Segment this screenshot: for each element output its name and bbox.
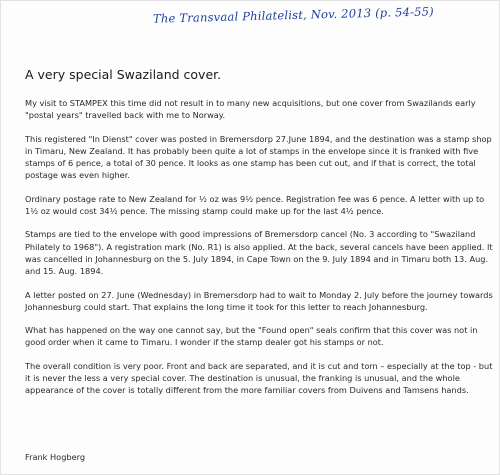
author-signature: Frank Hogberg (25, 452, 86, 462)
paragraph-6: What has happened on the way one cannot say, but the "Found open" seals confirm that this cover was not in good order when it came to Timaru. I wonder if the stamp dealer got his stamps or not. (25, 325, 478, 348)
paragraph-5: A letter posted on 27. June (Wednesday) in Bremersdorp had to wait to Monday 2. July before the journey towards Johannesburg could start. That explains the long time it took for this letter to reach Johannesburg. (25, 289, 493, 312)
article-body (25, 97, 493, 408)
handwritten-source-note: The Transvaal Philatelist, Nov. 2013 (p. 54-55) (152, 4, 435, 26)
paragraph-4: Stamps are tied to the envelope with good impressions of Bremersdorp cancel (No. 3 according to "Swaziland Philately to 1968"). A registration mark (No. R1) is also applied. At the back, several cancels have been applied. It was cancelled in Johannesburg on the 5. July 1894, in Cape Town on the 9. July 1894 and in Timaru both 13. Aug. and 15. Aug. 1894. (25, 229, 493, 277)
paragraph-2: This registered "In Dienst" cover was posted in Bremersdorp 27.June 1894, and the destination was a stamp shop in Timaru, New Zealand. It has probably been quite a lot of stamps in the envelope since it is franked with five stamps of 6 pence, a total of 30 pence. It looks as one stamp has been cut out, and if that is correct, the total postage was even higher. (25, 133, 492, 181)
paragraph-3: Ordinary postage rate to New Zealand for ½ oz was 9½ pence. Registration fee was 6 pence. A letter with up to 1½ oz would cost 34½ pence. The missing stamp could make up for the last 4½ pence. (25, 193, 485, 217)
paragraph-7: The overall condition is very poor. Front and back are separated, and it is cut and torn – especially at the top - but it is never the less a very special cover. The destination is unusual, the franking is unusual, and the whole appearance of the cover is totally different from the more familiar covers from Duivens and Tamsens hands. (25, 360, 493, 396)
paragraph-1: My visit to STAMPEX this time did not result in to many new acquisitions, but one cover from Swazilands early "postal years" travelled back with me to Norway. (25, 98, 476, 121)
article-title: A very special Swaziland cover. (25, 67, 222, 82)
